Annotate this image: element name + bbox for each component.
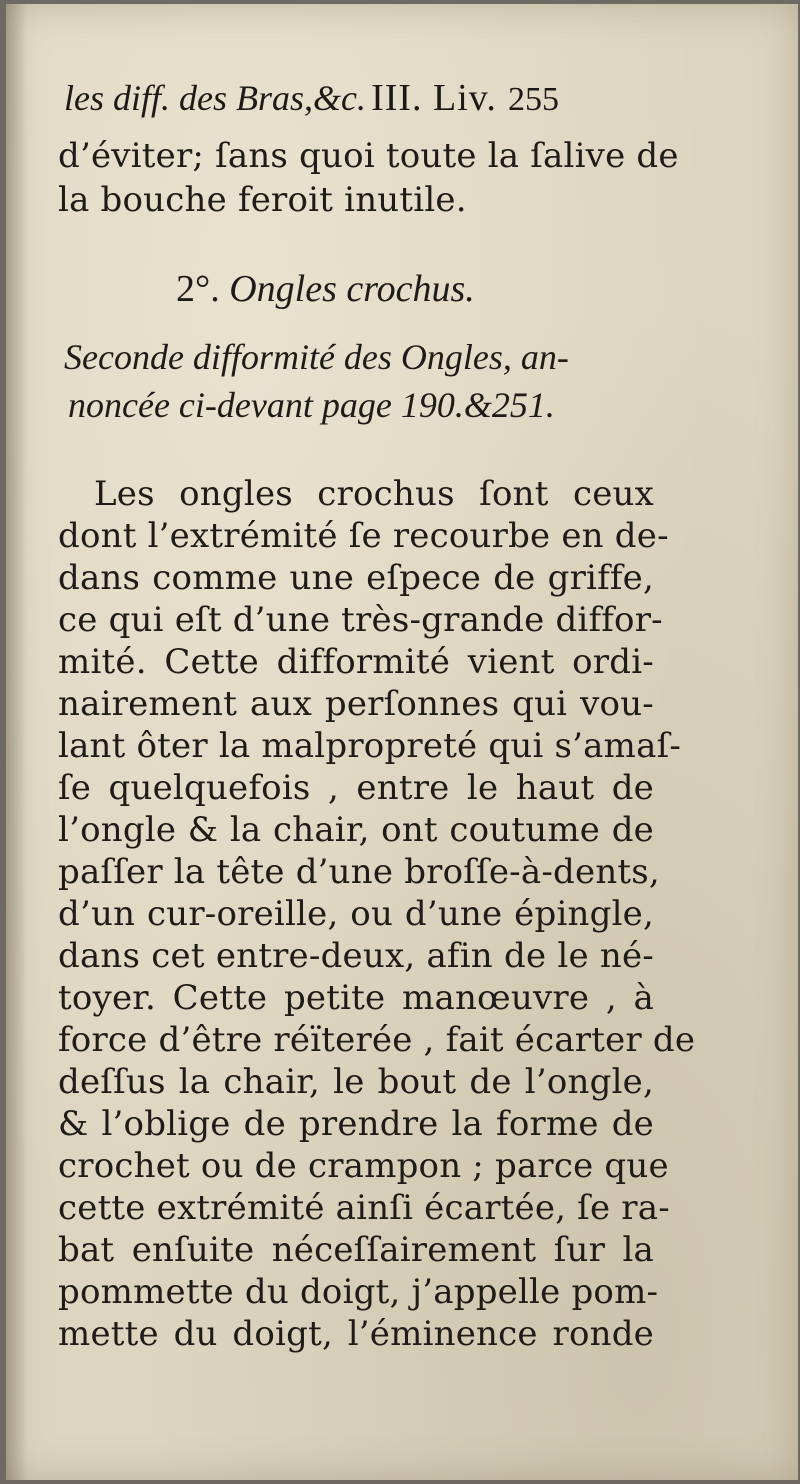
text-line: d’éviter; ſans quoi toute la ſalive de	[58, 136, 679, 176]
page-number: 255	[507, 81, 559, 118]
section-title: Ongles crochus.	[229, 268, 475, 310]
text-line: lant ôter la malpropreté qui s’amaſ-	[58, 726, 682, 766]
subheading-line: Seconde difformité des Ongles, an-	[64, 337, 569, 377]
gutter-shadow	[6, 4, 28, 1480]
text-line: nairement aux perſonnes qui vou-	[58, 684, 654, 724]
running-head-title: les diff. des Bras,&c.	[64, 78, 366, 118]
text-line: force d’être réïterée , fait écarter de	[58, 1020, 696, 1060]
text-line: bat enſuite néceſſairement ſur la	[58, 1230, 654, 1270]
text-line: l’ongle & la chair, ont coutume de	[58, 810, 654, 850]
book-page	[6, 4, 798, 1480]
running-head	[64, 76, 664, 136]
running-head-book: III. Liv.	[371, 77, 497, 119]
section-heading	[176, 266, 596, 312]
text-line: cette extrémité ainſi écartée, ſe ra-	[58, 1188, 670, 1228]
section-number: 2°.	[176, 268, 220, 310]
text-line: toyer. Cette petite manœuvre , à	[58, 978, 654, 1018]
text-line: dans comme une eſpece de griffe,	[58, 558, 654, 598]
text-line: dont l’extrémité ſe recourbe en de-	[58, 516, 669, 556]
text-line: deſſus la chair, le bout de l’ongle,	[58, 1062, 654, 1102]
text-line: paſſer la tête d’une broſſe-à-dents,	[58, 852, 660, 892]
text-line: la bouche feroit inutile.	[58, 180, 467, 220]
subheading-line: noncée ci-devant page 190.&251.	[68, 385, 555, 425]
text-line: d’un cur-oreille, ou d’une épingle,	[58, 894, 654, 934]
text-line: & l’oblige de prendre la forme de	[58, 1104, 654, 1144]
text-line: mette du doigt, l’éminence ronde	[58, 1314, 654, 1354]
text-line: pommette du doigt, j’appelle pom-	[58, 1272, 659, 1312]
text-line: ſe quelquefois , entre le haut de	[58, 768, 654, 808]
text-line: mité. Cette difformité vient ordi-	[58, 642, 654, 682]
text-line: crochet ou de crampon ; parce que	[58, 1146, 669, 1186]
text-line: dans cet entre-deux, afin de le né-	[58, 936, 654, 976]
text-line: Les ongles crochus ſont ceux	[94, 474, 654, 514]
text-line: ce qui eſt d’une très-grande diffor-	[58, 600, 663, 640]
